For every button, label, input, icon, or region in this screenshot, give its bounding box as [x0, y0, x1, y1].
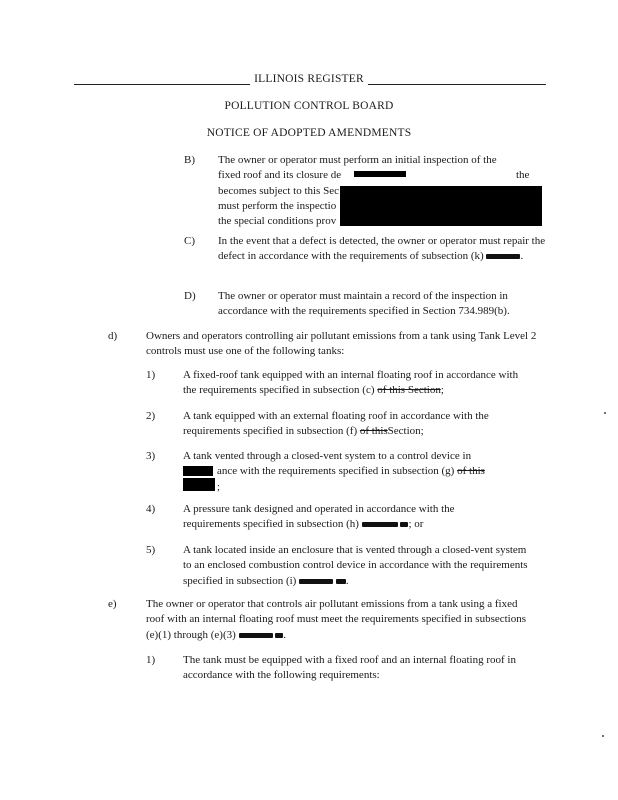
redaction-block: [183, 478, 215, 491]
item-d4-label: 4): [146, 503, 156, 515]
redaction-mark: [486, 254, 520, 259]
scan-speck: [604, 412, 606, 414]
redaction-mark: [299, 579, 333, 584]
redaction-smudge: [354, 171, 406, 177]
item-e-label: e): [108, 598, 117, 610]
redaction-mark: [362, 522, 398, 527]
redaction-block: [183, 466, 213, 476]
item-d5-label: 5): [146, 544, 156, 556]
item-b-text: The owner or operator must perform an initial inspection of the fixed roof and its closure de the becomes subject to this Sec must perform the inspectio the special conditions prov: [218, 154, 530, 228]
redaction-block: [340, 186, 542, 226]
item-d4-text: A pressure tank designed and operated in accordance with the requirements specified in subsection (h) ; or: [183, 503, 455, 531]
item-d1-text: A fixed-roof tank equipped with an internal floating roof in accordance with the requirements specified in subsection (c) of this Section;: [183, 369, 519, 397]
item-d-text: Owners and operators controlling air pollutant emissions from a tank using Tank Level 2 controls must use one of the following tanks:: [146, 330, 537, 358]
register-title: ILLINOIS REGISTER: [0, 73, 618, 85]
item-e-text: The owner or operator that controls air pollutant emissions from a tank using a fixed roof with an internal floating roof must meet the requirements specified in subsections (e)(1) through (e)(3) .: [146, 598, 527, 641]
item-c-text: In the event that a defect is detected, the owner or operator must repair the defect in accordance with the requirements of subsection (k) .: [218, 235, 546, 263]
item-d2-label: 2): [146, 410, 156, 422]
redaction-mark: [239, 633, 273, 638]
item-e1-text: The tank must be equipped with a fixed roof and an internal floating roof in accordance with the following requirements:: [183, 654, 516, 682]
item-e1-label: 1): [146, 654, 156, 666]
item-d5-text: A tank located inside an enclosure that is vented through a closed-vent system to an enclosed combustion control device in accordance with the requirements specified in subsection (i) .: [183, 544, 528, 587]
redaction-mark: [336, 579, 346, 584]
item-d3-text: A tank vented through a closed-vent system to a control device in ance with the requirements specified in subsection (g) of this ;: [183, 450, 485, 493]
item-d1-label: 1): [146, 369, 156, 381]
item-c-label: C): [184, 235, 195, 247]
redaction-mark: [275, 633, 283, 638]
scan-speck: [602, 735, 604, 737]
notice-title: NOTICE OF ADOPTED AMENDMENTS: [206, 127, 412, 139]
board-title: POLLUTION CONTROL BOARD: [224, 100, 394, 112]
item-d2-text: A tank equipped with an external floating roof in accordance with the requirements specified in subsection (f) of thisSection;: [183, 410, 489, 438]
item-d3-label: 3): [146, 450, 156, 462]
item-d-cap-text: The owner or operator must maintain a record of the inspection in accordance with the requirements specified in Section 734.989(b).: [218, 290, 510, 318]
item-b-label: B): [184, 154, 195, 166]
item-d-cap-label: D): [184, 290, 196, 302]
item-d-label: d): [108, 330, 118, 342]
